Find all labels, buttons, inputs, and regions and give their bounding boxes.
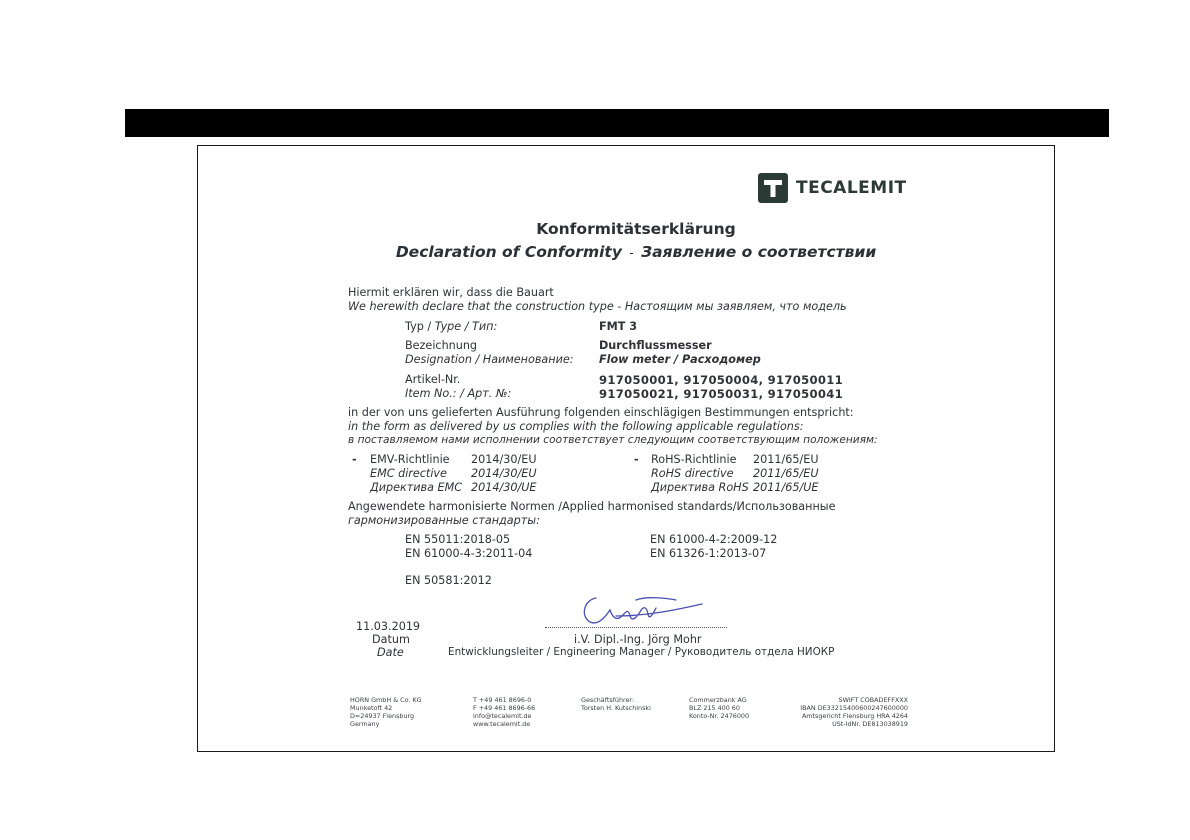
footer-blz: BLZ 215 400 60 [689, 704, 740, 712]
rohs-name-ru: Директива RoHS [651, 481, 749, 494]
standard-extra: EN 50581:2012 [405, 574, 492, 587]
rohs-name-en: RoHS directive [651, 467, 734, 480]
rohs-code-ru: 2011/65/UE [753, 481, 819, 494]
signer-name: i.V. Dipl.-Ing. Jörg Mohr [574, 633, 702, 646]
designation-value-de: Durchflussmesser [599, 339, 712, 352]
footer-address [350, 696, 422, 728]
footer-swift: SWIFT COBADEFFXXX [838, 696, 908, 704]
emv-name-de: EMV-Richtlinie [370, 453, 450, 466]
footer-management-label: Geschäftsführer: [581, 696, 635, 704]
rohs-bullet: - [634, 453, 639, 466]
emv-bullet: - [352, 453, 357, 466]
item-numbers-1: 917050001, 917050004, 917050011 [599, 373, 843, 387]
title-english: Declaration of Conformity [395, 243, 622, 261]
standard-left-1: EN 55011:2018-05 [405, 533, 511, 546]
regulations-german: in der von uns gelieferten Ausführung folgenden einschlägigen Bestimmungen entspricht: [348, 406, 854, 419]
regulations-english: in the form as delivered by us complies with the following applicable regulations: [348, 420, 804, 433]
title-separator: - [629, 246, 634, 260]
standards-heading-text: Angewendete harmonisierte Normen /Applied harmonised standards/Использованные [348, 500, 836, 513]
footer-website: www.tecalemit.de [473, 720, 531, 728]
handwritten-signature [576, 586, 706, 636]
intro-german: Hiermit erklären wir, dass die Bauart [348, 286, 554, 299]
standard-right-1: EN 61000-4-2:2009-12 [650, 533, 778, 546]
designation-value-en: Flow meter / Расходомер [599, 353, 761, 366]
item-label-en: Item No.: / Арт. №: [405, 387, 512, 400]
footer-bank-name: Commerzbank AG [689, 696, 747, 704]
footer-court: Amtsgericht Flensburg HRA 4264 [801, 712, 908, 720]
emv-code-ru: 2014/30/UE [471, 481, 537, 494]
header-bar [125, 109, 1109, 137]
date-label-en: Date [377, 646, 404, 659]
footer-street: Munketoft 42 [350, 704, 393, 712]
tecalemit-logo [758, 173, 907, 203]
rohs-name-de: RoHS-Richtlinie [651, 453, 737, 466]
declaration-document [197, 145, 1055, 752]
emv-code-de: 2014/30/EU [471, 453, 537, 466]
footer-city: D=24937 Flensburg [350, 712, 415, 720]
regulations-russian: в поставляемом нами исполнении соответствует следующим соответствующим положениям: [348, 434, 878, 446]
date-label-de: Datum [372, 633, 410, 646]
signature-line [545, 627, 727, 628]
footer-iban: IBAN DE33215400600247600000 [800, 704, 908, 712]
standards-heading-1 [348, 500, 836, 513]
tecalemit-logo-icon [758, 173, 788, 203]
signer-role: Entwicklungsleiter / Engineering Manager / Руководитель отдела НИОКР [448, 646, 835, 658]
designation-label-de: Bezeichnung [405, 339, 478, 352]
footer-phone: T +49 461 8696-0 [473, 696, 532, 704]
emv-name-ru: Директива EMC [370, 481, 463, 494]
footer-contact [473, 696, 535, 728]
type-label-rest: Type / Тип: [434, 320, 498, 333]
rohs-code-en: 2011/65/EU [753, 467, 819, 480]
type-label-de: Typ / [405, 320, 432, 333]
designation-label-en: Designation / Наименование: [405, 353, 574, 366]
footer-management [581, 696, 651, 712]
footer-management-name: Torsten H. Kutschinski [581, 704, 651, 712]
item-numbers-2: 917050021, 917050031, 917050041 [599, 387, 843, 401]
footer-company: HORN GmbH & Co. KG [350, 696, 422, 704]
intro-english: We herewith declare that the construction type - Настоящим мы заявляем, что модель [348, 300, 847, 313]
type-label [405, 320, 497, 333]
footer-fax: F +49 461 8696-66 [473, 704, 536, 712]
footer-email: info@tecalemit.de [473, 712, 532, 720]
signature-date: 11.03.2019 [356, 620, 421, 633]
footer-registry [768, 696, 908, 728]
footer-vat: USt-IdNr. DE813038919 [832, 720, 908, 728]
standard-right-2: EN 61326-1:2013-07 [650, 547, 767, 560]
footer-account: Konto-Nr. 2476000 [689, 712, 750, 720]
type-value: FMT 3 [599, 320, 638, 333]
title-english-russian [198, 243, 1055, 261]
company-name: TECALEMIT [796, 178, 907, 198]
title-german: Konformitätserklärung [536, 220, 736, 238]
title-russian: Заявление о соответствии [641, 243, 877, 261]
item-label-de: Artikel-Nr. [405, 373, 461, 386]
rohs-code-de: 2011/65/EU [753, 453, 819, 466]
standards-heading-2: гармонизированные стандарты: [348, 514, 540, 527]
emv-name-en: EMC directive [370, 467, 447, 480]
standard-left-2: EN 61000-4-3:2011-04 [405, 547, 533, 560]
emv-code-en: 2014/30/EU [471, 467, 537, 480]
footer-country: Germany [350, 720, 380, 728]
footer-bank [689, 696, 749, 720]
